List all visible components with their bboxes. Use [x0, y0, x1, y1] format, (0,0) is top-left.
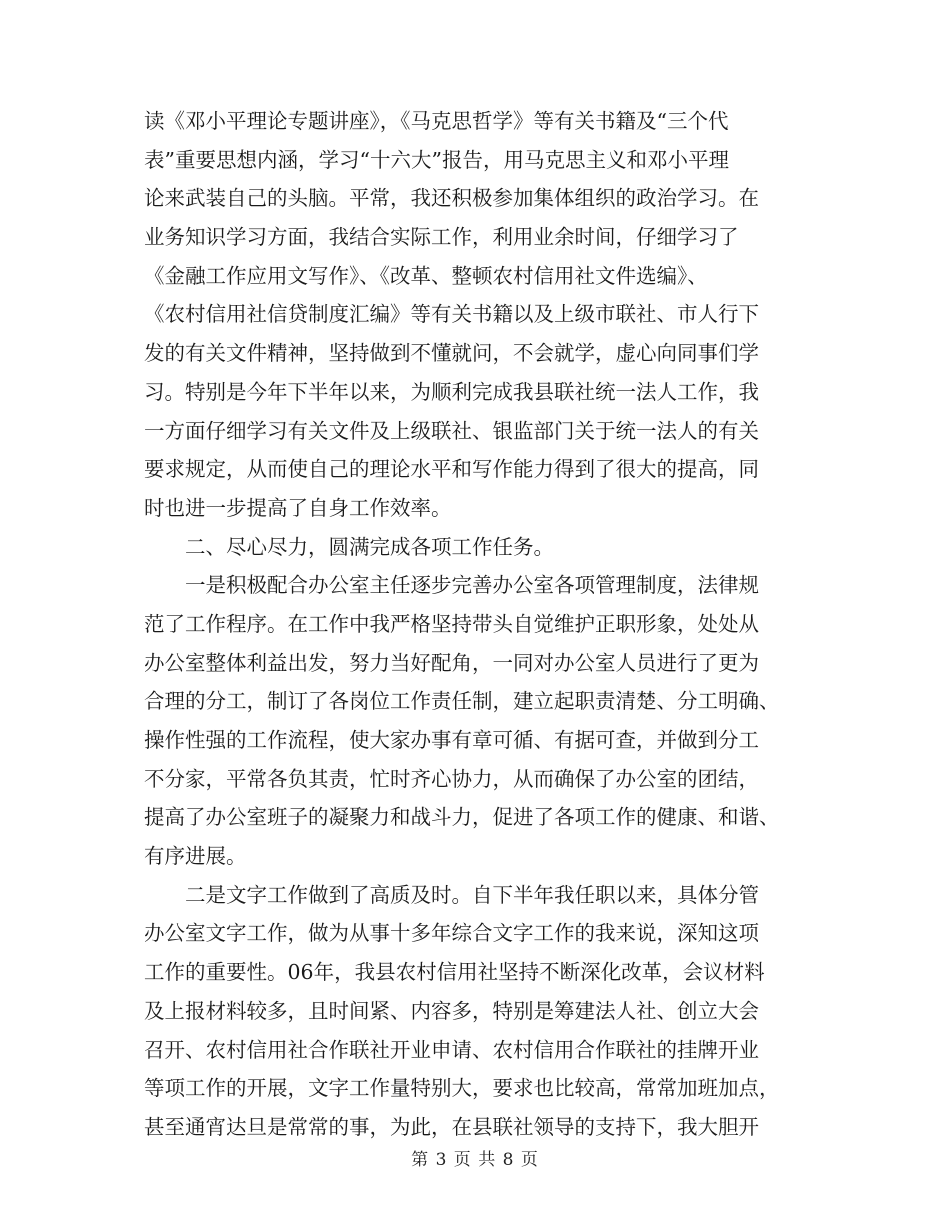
text-line: 《农村信用社信贷制度汇编》等有关书籍以及上级市联社、市人行下 — [144, 302, 759, 327]
page-number-footer: 第 3 页 共 8 页 — [411, 1150, 539, 1170]
text-line: 《金融工作应用文写作》、《改革、整顿农村信用社文件选编》、 — [144, 263, 708, 288]
text-line: 表”重要思想内涵，学习“十六大”报告，用马克思主义和邓小平理 — [144, 147, 729, 172]
text-line: 时也进一步提高了自身工作效率。 — [144, 495, 452, 520]
text-line: 召开、农村信用社合作联社开业申请、农村信用合作联社的挂牌开业 — [144, 1037, 759, 1062]
text-line: 习。特别是今年下半年以来，为顺利完成我县联社统一法人工作，我 — [144, 379, 759, 404]
text-line: 要求规定，从而使自己的理论水平和写作能力得到了很大的提高，同 — [144, 457, 759, 482]
text-line: 一方面仔细学习有关文件及上级联社、银监部门关于统一法人的有关 — [144, 418, 759, 443]
text-line: 提高了办公室班子的凝聚力和战斗力，促进了各项工作的健康、和谐、 — [144, 805, 780, 830]
text-line: 有序进展。 — [144, 844, 247, 869]
text-line: 一是积极配合办公室主任逐步完善办公室各项管理制度，法律规 — [144, 573, 759, 598]
text-line: 及上报材料较多，且时间紧、内容多，特别是筹建法人社、创立大会 — [144, 998, 759, 1023]
text-line: 发的有关文件精神，坚持做到不懂就问，不会就学，虚心向同事们学 — [144, 341, 759, 366]
text-line: 论来武装自己的头脑。平常，我还积极参加集体组织的政治学习。在 — [144, 186, 759, 211]
text-line: 甚至通宵达旦是常常的事，为此，在县联社领导的支持下，我大胆开 — [144, 1114, 759, 1139]
text-line: 范了工作程序。在工作中我严格坚持带头自觉维护正职形象，处处从 — [144, 611, 759, 636]
section-heading: 二、尽心尽力，圆满完成各项工作任务。 — [144, 534, 554, 559]
text-line: 办公室文字工作，做为从事十多年综合文字工作的我来说，深知这项 — [144, 921, 759, 946]
text-line: 合理的分工，制订了各岗位工作责任制，建立起职责清楚、分工明确、 — [144, 689, 780, 714]
body-text — [144, 102, 814, 1147]
text-line: 等项工作的开展，文字工作量特别大，要求也比较高，常常加班加点， — [144, 1076, 780, 1101]
text-line: 办公室整体利益出发，努力当好配角，一同对办公室人员进行了更为 — [144, 650, 759, 675]
text-line: 业务知识学习方面，我结合实际工作，利用业余时间，仔细学习了 — [144, 225, 739, 250]
text-line: 不分家，平常各负其责，忙时齐心协力，从而确保了办公室的团结， — [144, 766, 759, 791]
text-line: 读《邓小平理论专题讲座》，《马克思哲学》等有关书籍及“三个代 — [144, 109, 729, 133]
text-line: 操作性强的工作流程，使大家办事有章可循、有据可查，并做到分工 — [144, 728, 759, 752]
text-line: 工作的重要性。06年，我县农村信用社坚持不断深化改革，会议材料 — [144, 960, 765, 985]
text-line: 二是文字工作做到了高质及时。自下半年我任职以来，具体分管 — [144, 882, 759, 907]
